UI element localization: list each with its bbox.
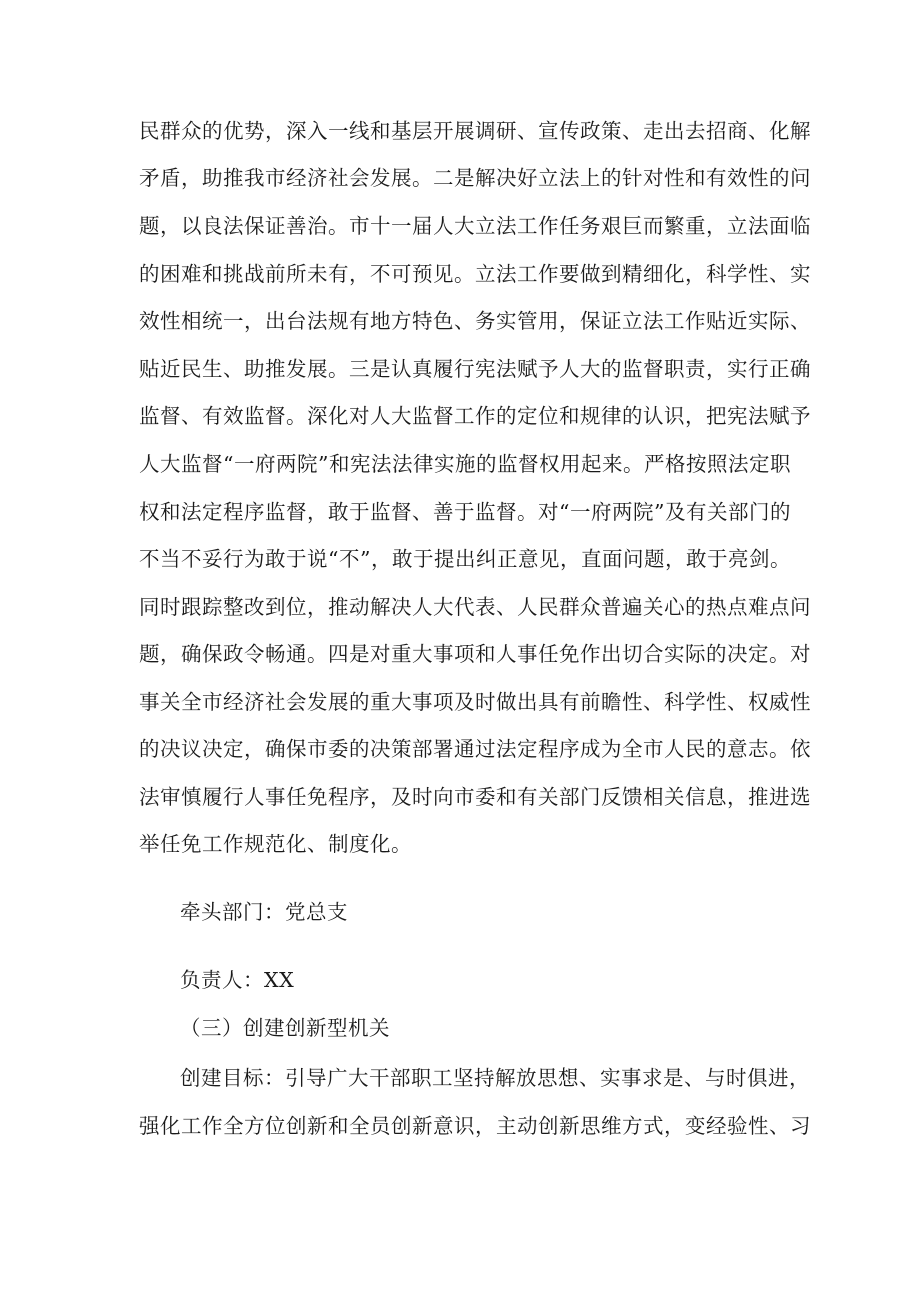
- section-heading: （三）创建创新型机关: [180, 1016, 390, 1040]
- paragraph-line: 举任免工作规范化、制度化。: [139, 832, 412, 856]
- paragraph-line: 人大监督“一府两院”和宪法法律实施的监督权用起来。严格按照法定职: [139, 452, 791, 476]
- paragraph-line: 不当不妥行为敢于说“不”，敢于提出纠正意见，直面问题，敢于亮剑。: [139, 547, 791, 571]
- paragraph-line: 的困难和挑战前所未有，不可预见。立法工作要做到精细化，科学性、实: [139, 262, 811, 286]
- paragraph-line: 效性相统一，出台法规有地方特色、务实管用，保证立法工作贴近实际、: [139, 309, 811, 333]
- responsible-person: 负责人：XX: [180, 968, 295, 992]
- paragraph-line: 民群众的优势，深入一线和基层开展调研、宣传政策、走出去招商、化解: [139, 119, 811, 143]
- paragraph-line: 题，以良法保证善治。市十一届人大立法工作任务艰巨而繁重，立法面临: [139, 214, 811, 238]
- goal-line: 创建目标：引导广大干部职工坚持解放思想、实事求是、与时俱进，: [180, 1066, 810, 1090]
- paragraph-line: 同时跟踪整改到位，推动解决人大代表、人民群众普遍关心的热点难点问: [139, 595, 811, 619]
- lead-department: 牵头部门：党总支: [180, 900, 348, 924]
- paragraph-line: 事关全市经济社会发展的重大事项及时做出具有前瞻性、科学性、权威性: [139, 690, 811, 714]
- paragraph-line: 法审慎履行人事任免程序，及时向市委和有关部门反馈相关信息，推进选: [139, 785, 811, 809]
- paragraph-line: 题，确保政令畅通。四是对重大事项和人事任免作出切合实际的决定。对: [139, 642, 811, 666]
- paragraph-line: 权和法定程序监督，敢于监督、善于监督。对“一府两院”及有关部门的: [139, 500, 791, 524]
- goal-line: 强化工作全方位创新和全员创新意识，主动创新思维方式，变经验性、习: [139, 1114, 811, 1138]
- paragraph-line: 贴近民生、助推发展。三是认真履行宪法赋予人大的监督职责，实行正确: [139, 357, 811, 381]
- paragraph-line: 的决议决定，确保市委的决策部署通过法定程序成为全市人民的意志。依: [139, 737, 811, 761]
- paragraph-line: 矛盾，助推我市经济社会发展。二是解决好立法上的针对性和有效性的问: [139, 166, 811, 190]
- paragraph-line: 监督、有效监督。深化对人大监督工作的定位和规律的认识，把宪法赋予: [139, 404, 811, 428]
